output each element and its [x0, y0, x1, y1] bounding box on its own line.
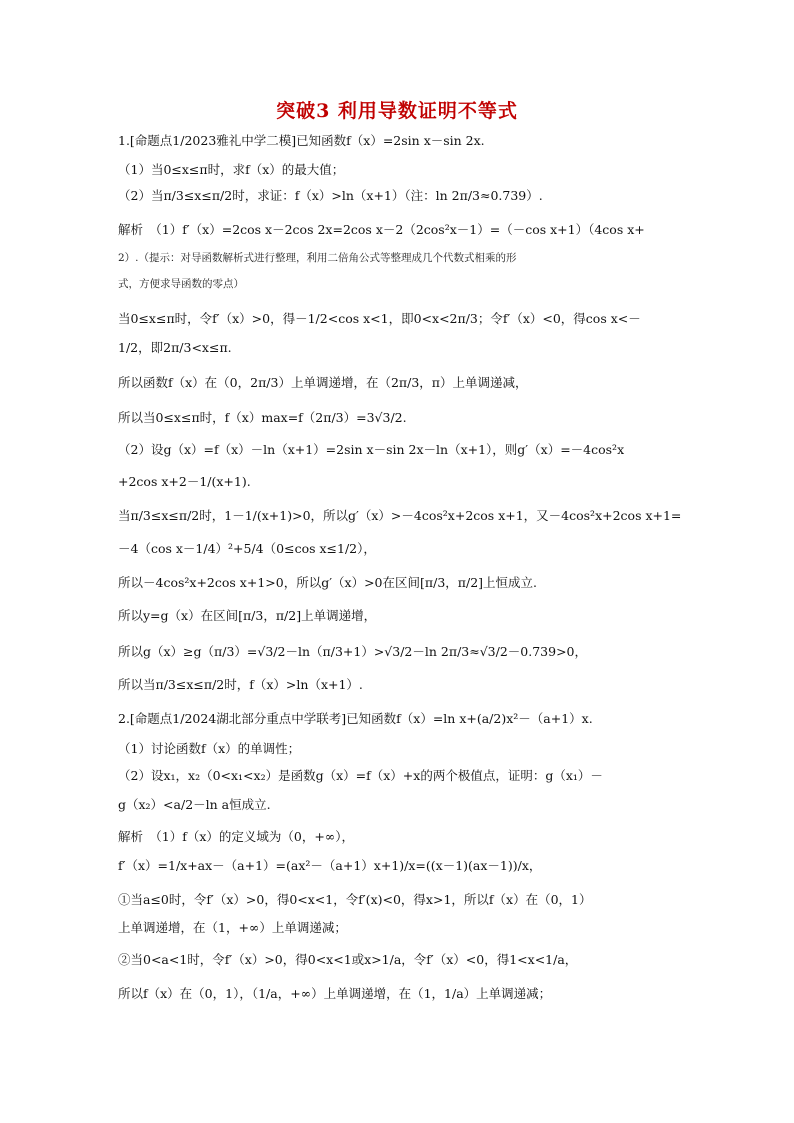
- solution-1-line: +2cos x+2－1/(x+1).: [118, 474, 251, 489]
- solution-1-line: 所以y=g（x）在区间[π/3，π/2]上单调递增，: [118, 608, 377, 623]
- solution-1-line: 当0≤x≤π时，令f′（x）>0，得－1/2<cos x<1，即0<x<2π/3；令f′（x）<0，得cos x<－: [118, 311, 641, 326]
- problem-2-stem: 2.[命题点1/2024湖北部分重点中学联考]已知函数f（x）=ln x+(a/2)x²－（a+1）x.: [118, 711, 593, 726]
- solution-2-line: 所以f（x）在（0，1），（1/a，+∞）上单调递增，在（1，1/a）上单调递减；: [118, 986, 552, 1001]
- solution-2-line: f′（x）=1/x+ax－（a+1）=(ax²－（a+1）x+1)/x=((x－1)(ax－1))/x，: [118, 858, 542, 873]
- solution-2-line: ②当0<a<1时，令f′（x）>0，得0<x<1或x>1/a，令f′（x）<0，得1<x<1/a，: [118, 952, 578, 967]
- solution-1-line: 当π/3≤x≤π/2时，1－1/(x+1)>0，所以g′（x）>－4cos²x+2cos x+1，又－4cos²x+2cos x+1=: [118, 508, 682, 523]
- page-title: 突破3 利用导数证明不等式: [276, 100, 518, 122]
- solution-1-line: －4（cos x－1/4）²+5/4（0≤cos x≤1/2），: [118, 541, 376, 556]
- solution-1-hint: 2）.（提示：对导函数解析式进行整理，利用二倍角公式等整理成几个代数式相乘的形: [118, 252, 517, 264]
- problem-2-part-1: （1）讨论函数f（x）的单调性；: [118, 741, 301, 756]
- solution-1-line: 所以函数f（x）在（0，2π/3）上单调递增，在（2π/3，π）上单调递减，: [118, 375, 528, 390]
- problem-1-stem: 1.[命题点1/2023雅礼中学二模]已知函数f（x）=2sin x－sin 2x.: [118, 133, 485, 148]
- problem-2-part-2: g（x₂）<a/2－ln a恒成立.: [118, 797, 271, 812]
- solution-1-line: 所以当0≤x≤π时，f（x）max=f（2π/3）=3√3/2.: [118, 410, 407, 425]
- solution-1-line: 所以当π/3≤x≤π/2时，f（x）>ln（x+1）.: [118, 677, 363, 692]
- solution-2-line: ①当a≤0时，令f′（x）>0，得0<x<1，令f′(x)<0，得x>1，所以f（x）在（0，1）: [118, 892, 592, 907]
- problem-1-part-2: （2）当π/3≤x≤π/2时，求证：f（x）>ln（x+1）（注：ln 2π/3≈0.739）.: [118, 188, 543, 203]
- problem-1-part-1: （1）当0≤x≤π时，求f（x）的最大值；: [118, 162, 345, 177]
- solution-1-line: 所以－4cos²x+2cos x+1>0，所以g′（x）>0在区间[π/3，π/2]上恒成立.: [118, 575, 538, 590]
- solution-1-hint: 式，方便求导函数的零点）: [118, 278, 244, 290]
- solution-1-line: 解析 （1）f′（x）=2cos x－2cos 2x=2cos x－2（2cos²x－1）=（－cos x+1）（4cos x+: [118, 222, 645, 237]
- solution-1-line: 所以g（x）≥g（π/3）=√3/2－ln（π/3+1）>√3/2－ln 2π/3≈√3/2－0.739>0，: [118, 644, 587, 659]
- solution-1-line: （2）设g（x）=f（x）－ln（x+1）=2sin x－sin 2x－ln（x+1），则g′（x）=－4cos²x: [118, 442, 625, 457]
- problem-2-part-2: （2）设x₁，x₂（0<x₁<x₂）是函数g（x）=f（x）+x的两个极值点，证明：g（x₁）－: [118, 768, 603, 783]
- solution-2-line: 解析 （1）f（x）的定义域为（0，+∞），: [118, 829, 354, 844]
- solution-1-line: 1/2，即2π/3<x≤π.: [118, 340, 232, 355]
- solution-2-line: 上单调递增，在（1，+∞）上单调递减；: [118, 920, 347, 935]
